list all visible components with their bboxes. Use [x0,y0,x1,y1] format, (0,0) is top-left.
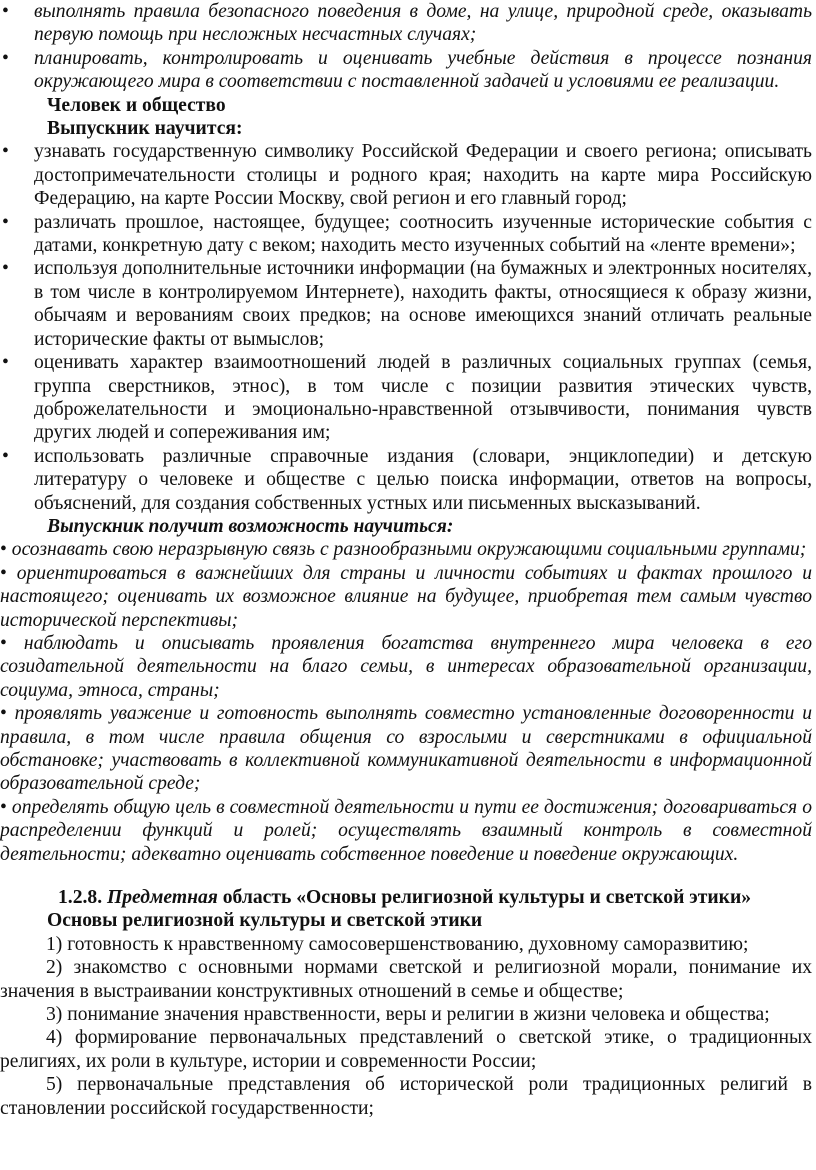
list-item [0,632,816,702]
list-item-text: наблюдать и описывать проявления богатства внутреннего мира человека в его созидательной деятельности на благо семьи, в интересах образовательной организации, социума, этноса, страны; [0,632,812,701]
bullet: • [0,703,7,725]
list-item [0,538,816,561]
heading-rest: область «Основы религиозной культуры и светской этики» [222,887,752,909]
bullet: • [0,539,7,561]
bullet: • [0,796,7,818]
list-item: • планировать, контролировать и оценивать учебные действия в процессе познания окружающего мира в соответствии с поставленной задачей и условиями ее реализации. [0,47,816,94]
list-item: • выполнять правила безопасного поведения в доме, на улице, природной среде, оказывать первую помощь при несложных несчастных случаях; [0,0,816,47]
numbered-item: 4) формирование первоначальных представлений о светской этике, о традиционных религиях, их роли в культуре, истории и современности России; [0,1027,812,1072]
heading-number: 1.2.8. [58,887,103,909]
section-heading [0,886,816,909]
subheading: Основы религиозной культуры и светской этики [47,910,483,932]
list-item-text: ориентироваться в важнейших для страны и личности событиях и фактах прошлого и настоящего; оценивать их возможное влияние на будущее, приобретая тем самым чувство исторической перспективы; [0,562,812,631]
list-item-text: осознавать свою неразрывную связь с разнообразными окружающими социальными группами; [11,539,807,561]
list-item [0,796,816,866]
opportunity-title: Выпускник получит возможность научиться: [47,515,454,537]
bullet: • [0,632,7,654]
list-item-text: определять общую цель в совместной деятельности и пути ее достижения; договариваться о распределении функций и ролей; осуществлять взаимный контроль в совместной деятельности; адекватно оценивать собственное поведение и поведение окружающих. [0,796,812,865]
numbered-item: 3) понимание значения нравственности, веры и религии в жизни человека и общества; [46,1004,770,1026]
heading-italic-word: Предметная [107,887,218,909]
bullet: • [0,562,7,584]
numbered-item: 1) готовность к нравственному самосовершенствованию, духовному саморазвитию; [46,933,749,955]
list-item: • различать прошлое, настоящее, будущее; соотносить изученные исторические события с датами, конкретную дату с веком; находить место изученных событий на «ленте времени»; [0,211,816,258]
list-item: • использовать различные справочные издания (словари, энциклопедии) и детскую литературу о человеке и обществе с целью поиска информации, ответов на вопросы, объяснений, для создания собственных устных или письменных высказываний. [0,445,816,515]
list-item-text: проявлять уважение и готовность выполнять совместно установленные договоренности и правила, в том числе правила общения со взрослыми и сверстниками в официальной обстановке; участвовать в коллективной коммуникативной деятельности в информационной образовательной среде; [0,703,812,795]
list-item [0,702,816,796]
list-item [0,562,816,632]
list-item: • узнавать государственную символику Российской Федерации и своего региона; описывать достопримечательности столицы и родного края; находить на карте мира Российскую Федерацию, на карте России Москву, свой регион и его главный город; [0,140,816,210]
section-title: Человек и общество [47,94,226,116]
numbered-item: 2) знакомство с основными нормами светской и религиозной морали, понимание их значения в выстраивании конструктивных отношений в семье и обществе; [0,957,812,1002]
numbered-item: 5) первоначальные представления об исторической роли традиционных религий в становлении российской государственности; [0,1074,812,1119]
list-item: • используя дополнительные источники информации (на бумажных и электронных носителях, в том числе в контролируемом Интернете), находить факты, относящиеся к образу жизни, обычаям и верованиям своих предков; на основе имеющихся знаний отличать реальные исторические факты от вымыслов; [0,257,816,351]
learns-title: Выпускник научится: [47,118,243,140]
list-item: • оценивать характер взаимоотношений людей в различных социальных группах (семья, группа сверстников, этнос), в том числе с позиции развития этических чувств, доброжелательности и эмоционально-нравственной отзывчивости, понимания чувств других людей и сопереживания им; [0,351,816,445]
